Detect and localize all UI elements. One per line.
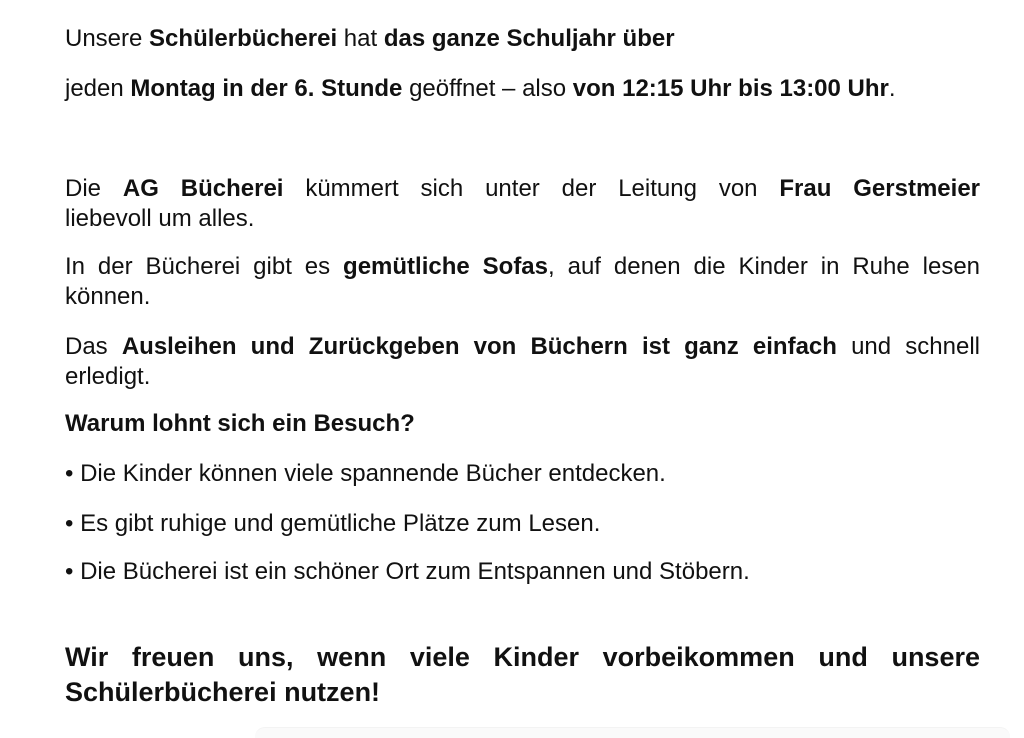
text-segment: In der Bücherei gibt es [65,253,344,280]
bullet-2 [65,509,980,539]
text-segment: Montag in der 6. Stunde [130,75,403,102]
text-segment: , auf denen die Kinder in Ruhe lesen [548,253,981,280]
text-segment: das ganze Schuljahr über [383,25,675,52]
ag-paragraph [65,174,980,234]
text-segment: hat [337,25,384,52]
text-line [65,332,980,362]
text-segment: können. [65,283,151,310]
ausleihen-paragraph [65,332,980,392]
page-bottom-artifact [255,727,1010,738]
text-segment: jeden [65,75,131,102]
text-line [65,409,980,439]
text-segment: geöffnet – also [402,75,573,102]
bullet-1 [65,459,980,489]
text-segment: Die [65,175,123,202]
bullet-3 [65,557,980,587]
text-line [65,204,980,234]
text-segment: Schülerbücherei nutzen! [65,677,381,707]
text-line [65,174,980,204]
why-visit-heading [65,409,980,439]
text-segment: . [888,75,896,102]
text-segment: • Die Bücherei ist ein schöner Ort zum Entspannen und Stöbern. [65,558,750,585]
text-line [65,509,980,539]
document-page [65,24,980,710]
text-line [65,557,980,587]
text-segment: Wir freuen uns, wenn viele Kinder vorbeikommen und unsere [65,642,980,672]
text-line [65,24,980,54]
text-line [65,282,980,312]
text-segment: • Es gibt ruhige und gemütliche Plätze zum Lesen. [65,510,601,537]
text-segment: Schülerbücherei [149,25,338,52]
intro-line-2 [65,74,980,104]
text-segment: AG Bücherei [122,175,284,202]
intro-line-1 [65,24,980,54]
text-segment: liebevoll um alles. [65,205,255,232]
text-line [65,252,980,282]
text-line [65,675,980,710]
text-line [65,362,980,392]
sofas-paragraph [65,252,980,312]
text-segment: • Die Kinder können viele spannende Bücher entdecken. [65,460,666,487]
text-segment: und schnell [836,333,980,360]
text-segment: erledigt. [65,363,151,390]
text-segment: kümmert sich unter der Leitung von [283,175,780,202]
text-segment: Das [65,333,122,360]
text-line [65,640,980,675]
text-segment: Warum lohnt sich ein Besuch? [65,410,415,437]
text-line [65,74,980,104]
text-segment: Unsere [65,25,150,52]
text-segment: gemütliche Sofas [343,253,549,280]
closing-paragraph [65,640,980,710]
text-segment: Ausleihen und Zurückgeben von Büchern ist ganz einfach [121,333,837,360]
text-segment: Frau Gerstmeier [779,175,981,202]
text-line [65,459,980,489]
text-segment: von 12:15 Uhr bis 13:00 Uhr [572,75,889,102]
